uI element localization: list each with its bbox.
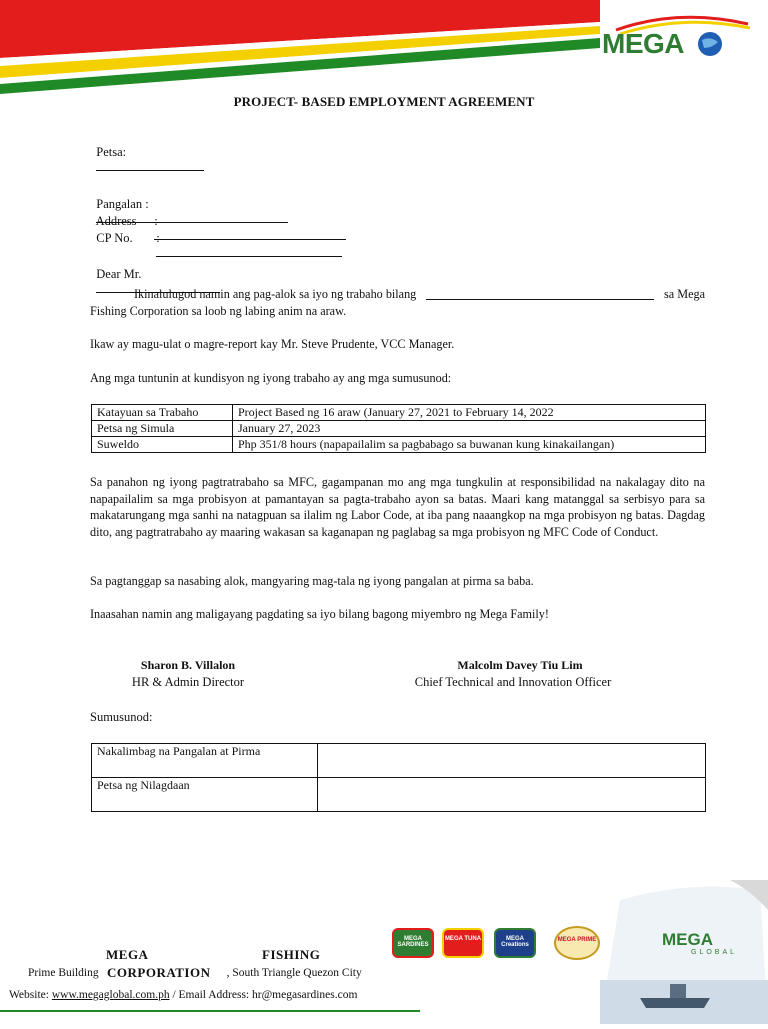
signatory-name: Sharon B. Villalon [140,658,236,672]
position-blank[interactable] [426,299,654,300]
footer-company-word: MEGA [106,947,149,962]
global-sub: GLOBAL [691,949,738,956]
sign-label: Petsa ng Nilagdaan [92,778,318,812]
address-label: Address [95,214,137,228]
footer-divider [0,1010,420,1012]
terms-intro: Ang mga tuntunin at kundisyon ng iyong trabaho ay ang mga sumusunod: [90,371,452,385]
signatory-role: HR & Admin Director [131,675,245,689]
email-link[interactable]: hr@megasardines.com [252,989,358,1001]
offer-text-end: sa Mega [664,287,705,301]
cp-colon: : [156,231,160,245]
website-link[interactable]: www.megaglobal.com.ph [51,989,170,1001]
product-logo-sardines: MEGA SARDINES [392,928,434,958]
cp-field [90,216,133,246]
offer-paragraph [90,286,705,319]
terms-table [91,404,706,453]
offer-text-line2: Fishing Corporation sa loob ng labing anim na araw. [90,303,347,318]
table-row [92,744,706,778]
footer-contact [9,989,357,1001]
term-value: Project Based ng 16 araw (January 27, 2021 to February 14, 2022 [233,405,706,421]
petsa-field [90,130,204,175]
term-value: January 27, 2023 [233,421,706,437]
signatory-name: Malcolm Davey Tiu Lim [457,658,583,672]
dear-label: Dear Mr. [96,267,142,281]
table-row [92,778,706,812]
website-label: Website: [9,989,49,1001]
sign-cell[interactable] [318,744,706,778]
sign-cell[interactable] [318,778,706,812]
footer-company-word: FISHING [262,947,321,962]
petsa-blank[interactable] [96,170,204,171]
email-label: / Email Address: [169,989,250,1001]
product-logo-prime: MEGA PRIME [554,926,600,960]
acceptance-paragraph: Sa pagtanggap sa nasabing alok, mangyaring mag-tala ng iyong pangalan at pirma sa baba. [90,574,534,588]
term-label: Katayuan sa Trabaho [92,405,233,421]
term-label: Petsa ng Simula [92,421,233,437]
global-logo: MEGA [662,930,713,949]
product-logo-tuna: MEGA TUNA [442,928,484,958]
petsa-label: Petsa: [96,145,127,159]
cp-label: CP No. [96,231,133,245]
responsibilities-paragraph: Sa panahon ng iyong pagtratrabaho sa MFC, gagampanan mo ang mga tungkulin at responsibilidad na nakalagay dito na napapailalim sa mga probisyon at pamantayan sa pagta-trabaho ayon sa batas. Maari kang matanggal sa serbisyo para sa makatarungang mga sanhi na natagpuan sa ilalim ng Labor Code, at iba pang naaangkop na mga probisyon ng batas. Dagdag dito, ang pagtratrabaho ay maaring wakasan sa kaganapan ng paglabag sa mga probisyon ng MFC Code of Conduct. [90,475,705,539]
address-suffix: , South Triangle Quezon City [226,967,362,979]
sumusunod-label: Sumusunod: [90,710,153,724]
signature-table [91,743,706,812]
term-label: Suweldo [92,437,233,453]
pangalan-label: Pangalan : [96,197,149,211]
table-row [92,421,706,437]
document-title: PROJECT- BASED EMPLOYMENT AGREEMENT [233,94,535,109]
footer-company-word: CORPORATION [107,965,211,980]
product-logo-creations: MEGA Creations [494,928,536,958]
logo-text: MEGA [602,28,684,59]
signatory-role: Chief Technical and Innovation Officer [414,675,612,689]
sign-label: Nakalimbag na Pangalan at Pirma [92,744,318,778]
footer-address [28,967,362,979]
term-value: Php 351/8 hours (napapailalim sa pagbabago sa buwanan kung kinakailangan) [233,437,706,453]
offer-text-start: Ikinalulugod namin ang pag-alok sa iyo ng trabaho bilang [134,287,417,301]
address-colon: : [154,214,158,228]
address-prefix: Prime Building [28,967,99,979]
table-row [92,437,706,453]
welcome-paragraph: Inaasahan namin ang maligayang pagdating sa iyo bilang bagong miyembro ng Mega Family! [90,607,549,621]
mega-logo [598,14,758,74]
table-row [92,405,706,421]
report-paragraph: Ikaw ay magu-ulat o magre-report kay Mr. Steve Prudente, VCC Manager. [90,337,455,351]
footer-ship-graphic [600,880,768,1024]
